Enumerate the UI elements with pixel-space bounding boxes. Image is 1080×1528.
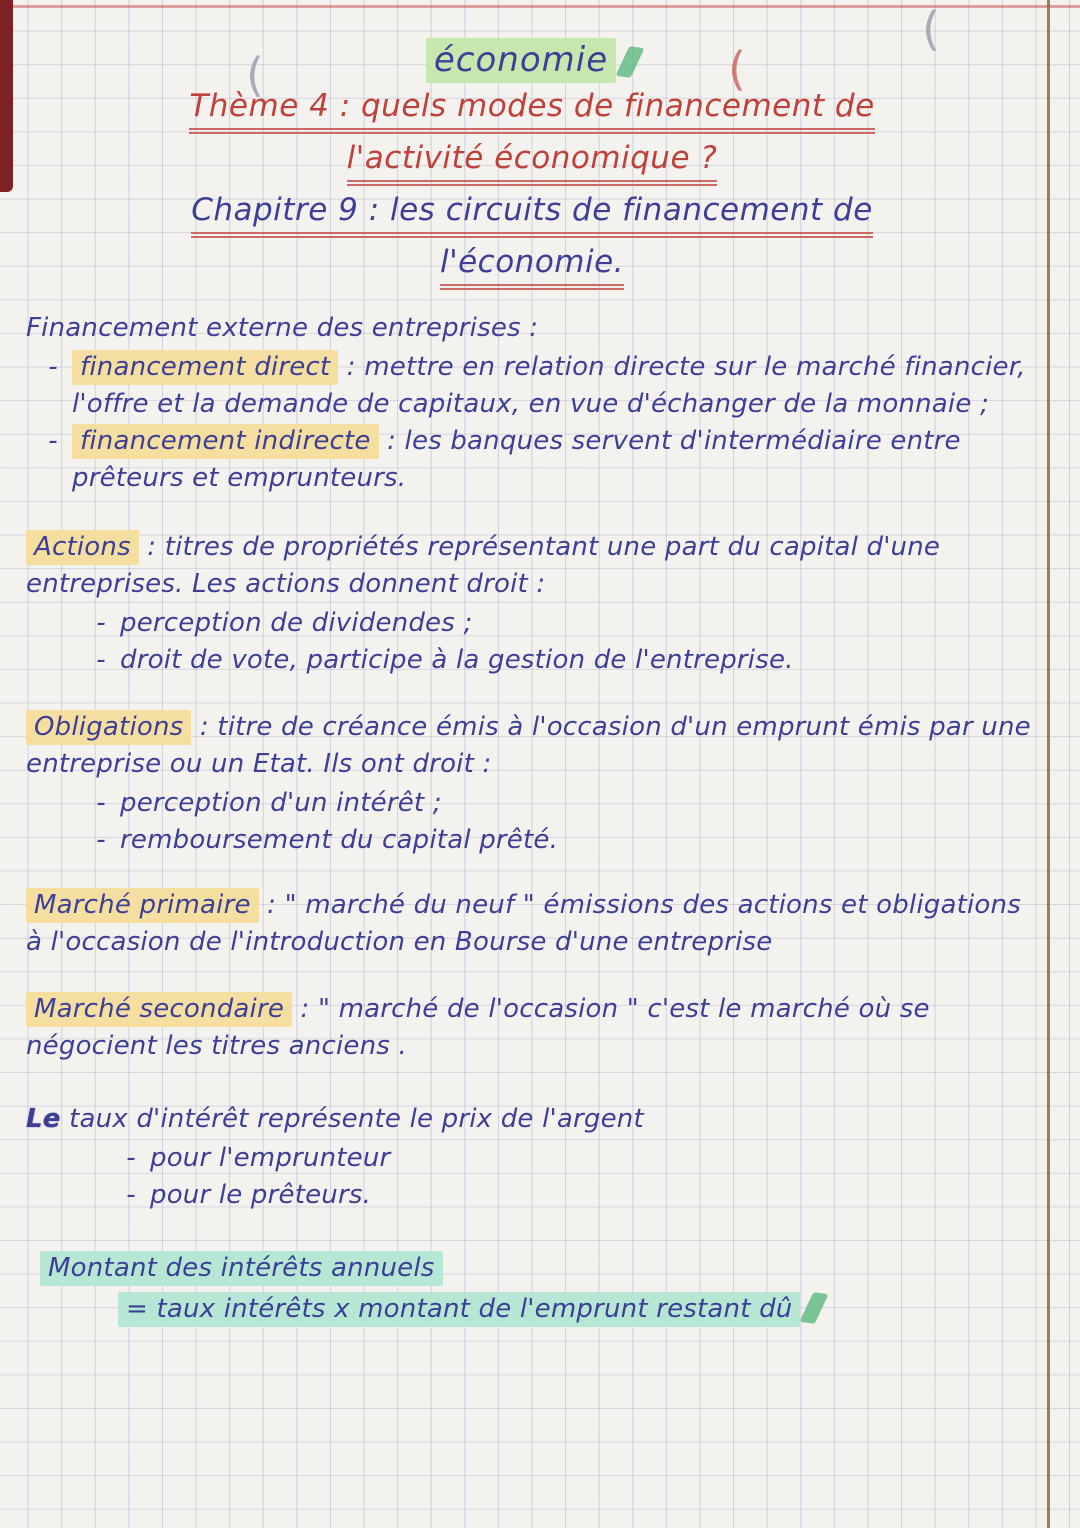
definition [26, 991, 1038, 1065]
lead-word: Le [26, 1104, 61, 1134]
theme-title-line2 [26, 138, 1038, 186]
section-taux-interet [26, 1101, 1038, 1214]
section-marche-secondaire [26, 991, 1038, 1065]
list-item [26, 423, 1038, 497]
list-item-text: droit de vote, participe à la gestion de l'entreprise. [120, 645, 794, 675]
list-item-text [72, 349, 1038, 423]
bullet-dash: - [96, 825, 106, 855]
theme-title-text: Thème 4 : quels modes de financement de [189, 86, 874, 134]
list-item-text: remboursement du capital prêté. [120, 825, 559, 855]
section-obligations [26, 709, 1038, 859]
definition-text: : " marché de l'occasion " c'est le marché où se négocient les titres anciens . [26, 994, 930, 1061]
section-intro-text: taux d'intérêt représente le prix de l'argent [60, 1104, 644, 1134]
chapter-title-line2 [26, 242, 1038, 290]
list-item [26, 1177, 1038, 1214]
definition [26, 529, 1038, 603]
highlighted-term: Actions [26, 530, 139, 565]
theme-title-line1 [26, 86, 1038, 134]
pen-mark-parenthesis: ( [728, 42, 746, 96]
highlighted-term: Marché primaire [26, 888, 259, 923]
section-intro-text: Financement externe des entreprises : [26, 313, 539, 343]
list-item-text: pour le prêteurs. [150, 1180, 372, 1210]
section-actions [26, 529, 1038, 679]
highlighted-term: Obligations [26, 710, 191, 745]
highlighted-term: Marché secondaire [26, 992, 292, 1027]
subject-row [26, 40, 1038, 80]
list-item [26, 349, 1038, 423]
bullet-dash: - [126, 1180, 136, 1210]
definition [26, 887, 1038, 961]
list-item [26, 605, 1038, 642]
formula-line [40, 1291, 1038, 1328]
highlighter-tip-mark [800, 1292, 829, 1324]
bullet-dash: - [48, 352, 58, 382]
list-item [26, 822, 1038, 859]
list-item-text: perception de dividendes ; [120, 608, 473, 638]
chapter-title-line1 [26, 190, 1038, 238]
list-item-text: perception d'un intérêt ; [120, 788, 442, 818]
bullet-dash: - [96, 608, 106, 638]
highlighted-formula-title: Montant des intérêts annuels [40, 1251, 443, 1286]
section-marche-primaire [26, 887, 1038, 961]
highlighter-tip-mark [616, 46, 645, 78]
bullet-dash: - [96, 645, 106, 675]
section-intro [26, 1101, 1038, 1138]
pen-mark-parenthesis: ( [922, 2, 940, 56]
chapter-title-text: Chapitre 9 : les circuits de financement de [191, 190, 873, 238]
highlighted-term: financement indirecte [72, 424, 379, 459]
bullet-dash: - [48, 426, 58, 456]
pen-mark-parenthesis: ( [246, 48, 264, 102]
definition-text: : titre de créance émis à l'occasion d'un emprunt émis par une entreprise ou un Etat. Ils ont droit : [26, 712, 1031, 779]
list-item [26, 785, 1038, 822]
definition [26, 709, 1038, 783]
highlighted-formula: = taux intérêts x montant de l'emprunt restant dû [118, 1292, 800, 1327]
definition-text: : titres de propriétés représentant une part du capital d'une entreprises. Les actions donnent droit : [26, 532, 941, 599]
chapter-title-text: l'économie. [440, 242, 624, 290]
theme-title-text: l'activité économique ? [347, 138, 718, 186]
section-financement [26, 310, 1038, 497]
list-item-rest: : les banques servent d'intermédiaire entre prêteurs et emprunteurs. [72, 426, 961, 493]
highlighted-term: financement direct [72, 350, 338, 385]
list-item-rest: : mettre en relation directe sur le marché financier, l'offre et la demande de capitaux, en vue d'échanger de la monnaie ; [72, 352, 1026, 419]
definition-text: : " marché du neuf " émissions des actions et obligations à l'occasion de l'introduction en Bourse d'une entreprise [26, 890, 1021, 957]
list-item-text [72, 423, 1038, 497]
section-intro [26, 310, 1038, 347]
list-item [26, 1140, 1038, 1177]
bullet-dash: - [96, 788, 106, 818]
list-item-text: pour l'emprunteur [150, 1143, 391, 1173]
list-item [26, 642, 1038, 679]
page-title: économie [426, 38, 616, 83]
bullet-dash: - [126, 1143, 136, 1173]
formula-title [40, 1250, 1038, 1287]
section-montant-interets [26, 1250, 1038, 1328]
